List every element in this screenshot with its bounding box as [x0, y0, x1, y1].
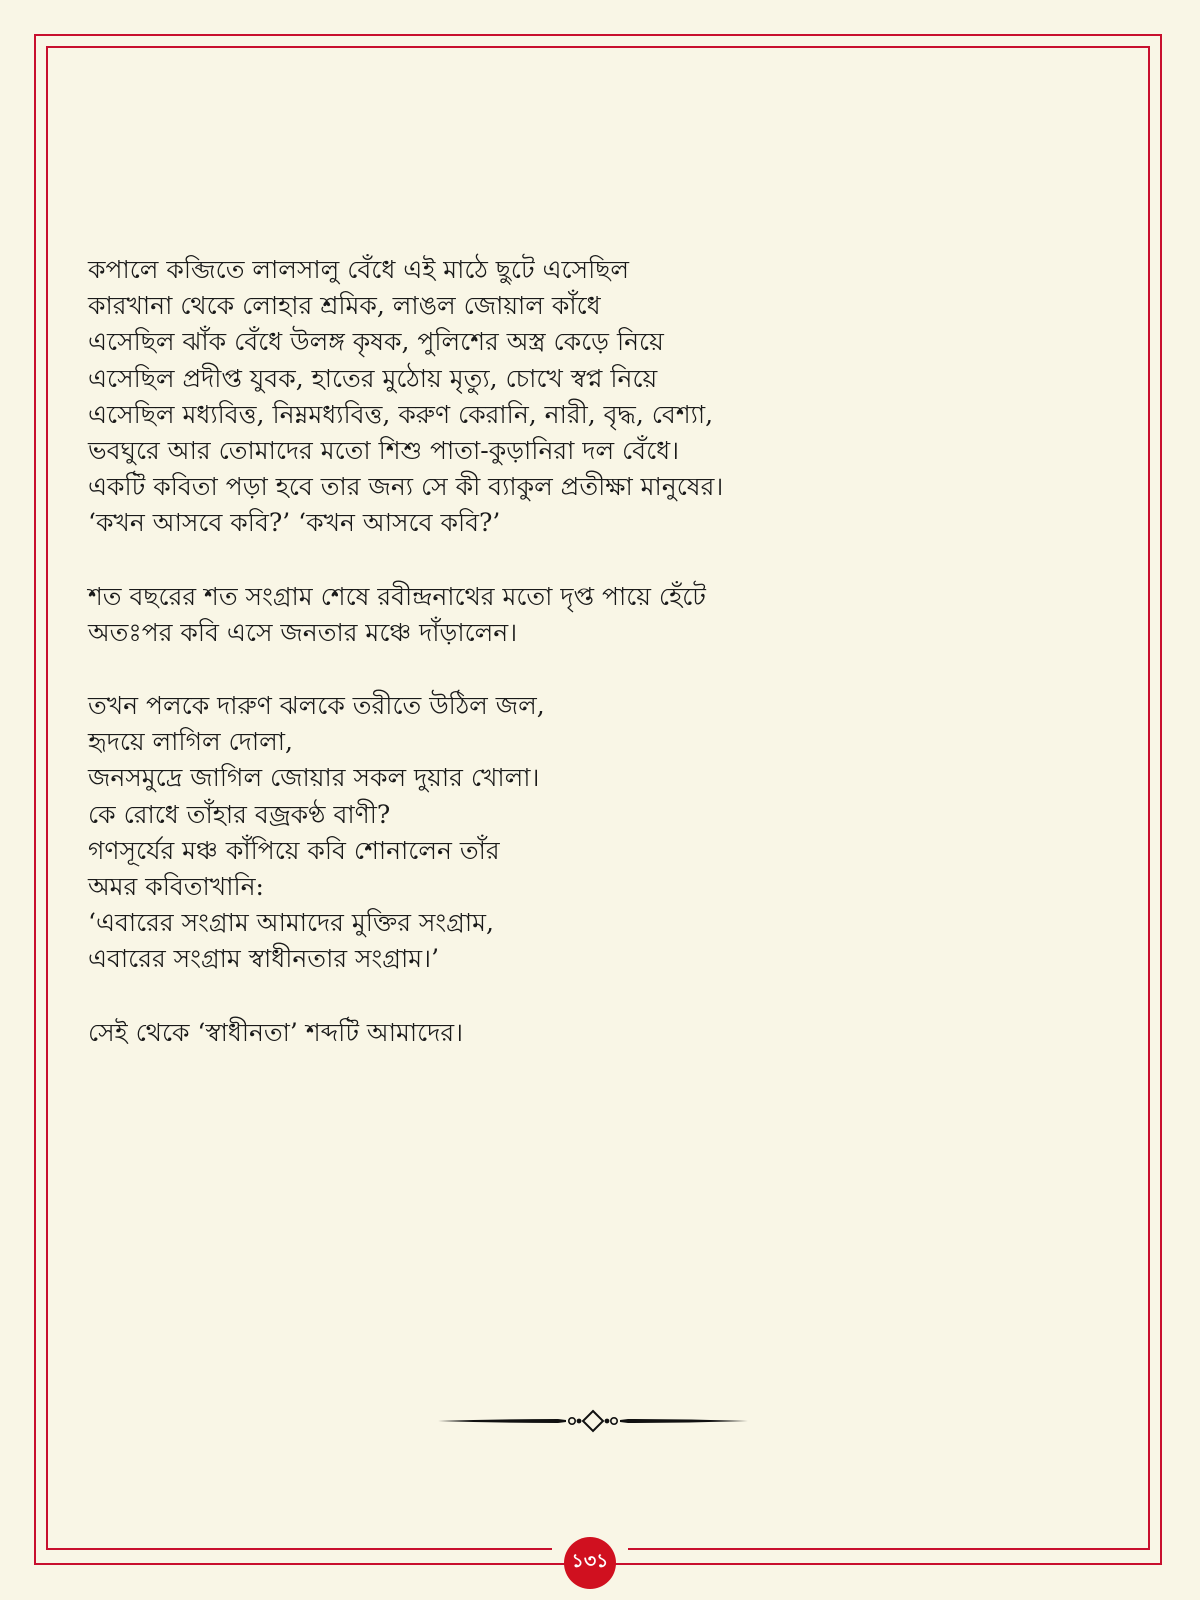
poem-line: এসেছিল প্রদীপ্ত যুবক, হাতের মুঠোয় মৃত্যু, চোখে স্বপ্ন নিয়ে: [88, 363, 658, 393]
page-number-badge: ১৩১: [564, 1537, 616, 1589]
poem-line: এবারের সংগ্রাম স্বাধীনতার সংগ্রাম।’: [88, 944, 440, 974]
poem-line: সেই থেকে ‘স্বাধীনতা’ শব্দটি আমাদের।: [88, 1017, 464, 1047]
poem-line: গণসূর্যের মঞ্চ কাঁপিয়ে কবি শোনালেন তাঁর: [88, 835, 500, 865]
stanza-3: [88, 688, 1118, 978]
poem-line: তখন পলকে দারুণ ঝলকে তরীতে উঠিল জল,: [88, 691, 545, 721]
poem-line: ভবঘুরে আর তোমাদের মতো শিশু পাতা-কুড়ানিরা দল বেঁধে।: [88, 436, 680, 466]
poem-line: একটি কবিতা পড়া হবে তার জন্য সে কী ব্যাকুল প্রতীক্ষা মানুষের।: [88, 472, 724, 502]
poem-line: জনসমুদ্রে জাগিল জোয়ার সকল দুয়ার খোলা।: [88, 763, 540, 793]
stanza-4: [88, 1015, 1118, 1051]
poem-line: অতঃপর কবি এসে জনতার মঞ্চে দাঁড়ালেন।: [88, 617, 518, 647]
poem-line: এসেছিল ঝাঁক বেঁধে উলঙ্গ কৃষক, পুলিশের অস্ত্র কেড়ে নিয়ে: [88, 327, 664, 357]
poem-line: কপালে কব্জিতে লালসালু বেঁধে এই মাঠে ছুটে এসেছিল: [88, 255, 630, 284]
stanza-2: [88, 579, 1118, 651]
poem-line: ‘এবারের সংগ্রাম আমাদের মুক্তির সংগ্রাম,: [88, 908, 494, 938]
poem-line: কারখানা থেকে লোহার শ্রমিক, লাঙল জোয়াল কাঁধে: [88, 291, 601, 321]
diamond-flourish-icon: [438, 1406, 748, 1436]
poem-body: [88, 252, 1118, 1088]
poem-line: হৃদয়ে লাগিল দোলা,: [88, 727, 293, 757]
stanza-1: [88, 252, 1118, 542]
poem-line: ‘কখন আসবে কবি?’ ‘কখন আসবে কবি?’: [88, 508, 501, 538]
poem-line: শত বছরের শত সংগ্রাম শেষে রবীন্দ্রনাথের মতো দৃপ্ত পায়ে হেঁটে: [88, 581, 706, 611]
poem-line: কে রোধে তাঁহার বজ্রকণ্ঠ বাণী?: [88, 799, 391, 829]
poem-line: এসেছিল মধ্যবিত্ত, নিম্নমধ্যবিত্ত, করুণ কেরানি, নারী, বৃদ্ধ, বেশ্যা,: [88, 399, 714, 429]
poem-line: অমর কবিতাখানি:: [88, 872, 264, 902]
